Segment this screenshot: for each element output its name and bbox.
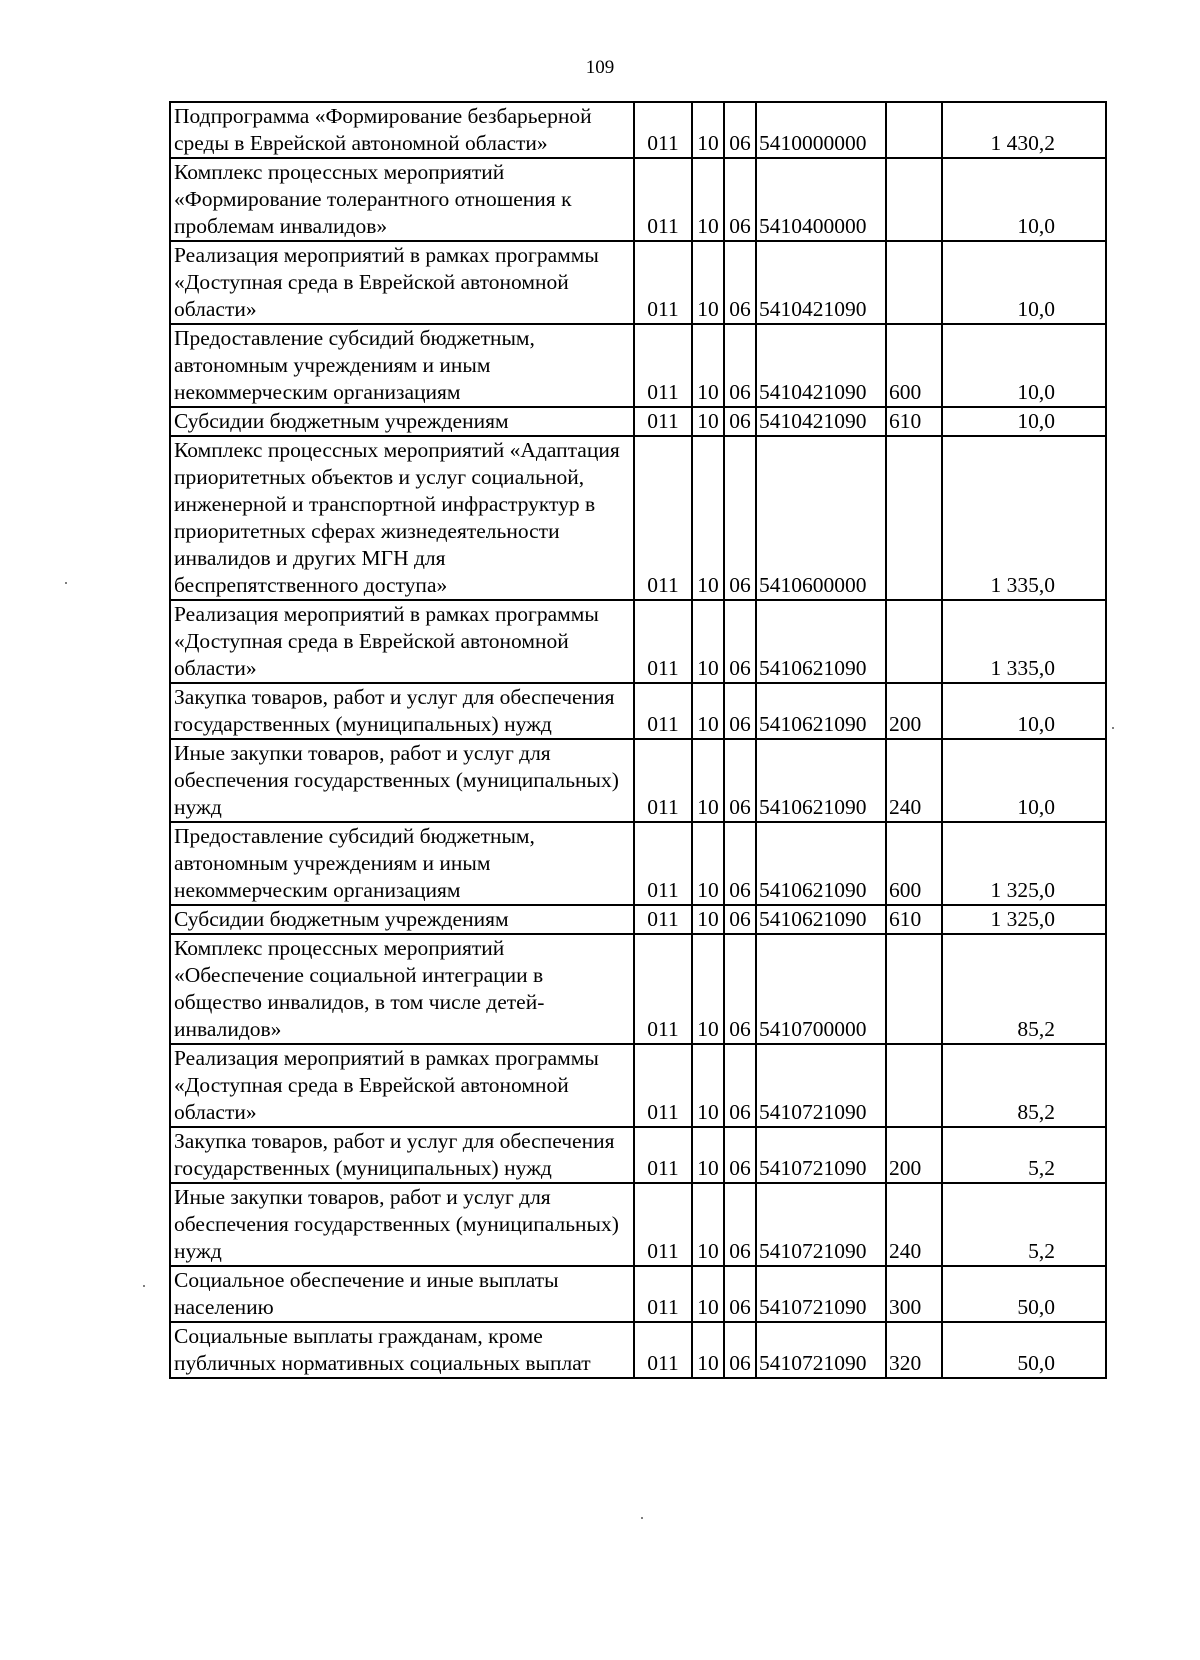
target-article-cell: 5410400000 — [756, 158, 886, 241]
ministry-code-cell: 011 — [634, 905, 692, 934]
row-name-cell: Иные закупки товаров, работ и услуг для обеспечения государственных (муниципальных) нужд — [170, 739, 634, 822]
table-row — [170, 739, 1106, 822]
target-article-cell: 5410721090 — [756, 1127, 886, 1183]
ministry-code-cell: 011 — [634, 1044, 692, 1127]
expense-type-cell — [886, 436, 942, 600]
expense-type-cell — [886, 934, 942, 1044]
row-name-cell: Закупка товаров, работ и услуг для обеспечения государственных (муниципальных) нужд — [170, 683, 634, 739]
row-name-cell: Комплекс процессных мероприятий «Адаптация приоритетных объектов и услуг социальной, инженерной и транспортной инфраструктур в приоритетных сферах жизнедеятельности инвалидов и других МГН для беспрепятственного доступа» — [170, 436, 634, 600]
section-code-cell: 10 — [692, 102, 724, 158]
expense-type-cell — [886, 600, 942, 683]
ministry-code-cell: 011 — [634, 739, 692, 822]
subsection-code-cell: 06 — [724, 934, 756, 1044]
expense-type-cell: 200 — [886, 683, 942, 739]
ministry-code-cell: 011 — [634, 1322, 692, 1378]
row-name-cell: Социальное обеспечение и иные выплаты населению — [170, 1266, 634, 1322]
budget-table — [169, 101, 1107, 1379]
section-code-cell: 10 — [692, 822, 724, 905]
section-code-cell: 10 — [692, 739, 724, 822]
amount-cell: 10,0 — [942, 158, 1106, 241]
target-article-cell: 5410421090 — [756, 241, 886, 324]
table-row — [170, 1127, 1106, 1183]
target-article-cell: 5410621090 — [756, 822, 886, 905]
target-article-cell: 5410421090 — [756, 324, 886, 407]
target-article-cell: 5410721090 — [756, 1044, 886, 1127]
row-name-cell: Подпрограмма «Формирование безбарьерной среды в Еврейской автономной области» — [170, 102, 634, 158]
amount-cell: 5,2 — [942, 1127, 1106, 1183]
table-row — [170, 822, 1106, 905]
target-article-cell: 5410621090 — [756, 683, 886, 739]
subsection-code-cell: 06 — [724, 1266, 756, 1322]
table-row — [170, 241, 1106, 324]
expense-type-cell: 600 — [886, 822, 942, 905]
amount-cell: 1 430,2 — [942, 102, 1106, 158]
subsection-code-cell: 06 — [724, 102, 756, 158]
subsection-code-cell: 06 — [724, 158, 756, 241]
ministry-code-cell: 011 — [634, 822, 692, 905]
target-article-cell: 5410621090 — [756, 905, 886, 934]
amount-cell: 50,0 — [942, 1266, 1106, 1322]
table-row — [170, 324, 1106, 407]
table-row — [170, 102, 1106, 158]
subsection-code-cell: 06 — [724, 1322, 756, 1378]
row-name-cell: Иные закупки товаров, работ и услуг для обеспечения государственных (муниципальных) нужд — [170, 1183, 634, 1266]
expense-type-cell — [886, 241, 942, 324]
table-body — [170, 102, 1106, 1378]
table-row — [170, 905, 1106, 934]
subsection-code-cell: 06 — [724, 1183, 756, 1266]
section-code-cell: 10 — [692, 934, 724, 1044]
amount-cell: 5,2 — [942, 1183, 1106, 1266]
section-code-cell: 10 — [692, 1322, 724, 1378]
subsection-code-cell: 06 — [724, 407, 756, 436]
ministry-code-cell: 011 — [634, 102, 692, 158]
ministry-code-cell: 011 — [634, 600, 692, 683]
expense-type-cell — [886, 102, 942, 158]
table-row — [170, 1266, 1106, 1322]
ministry-code-cell: 011 — [634, 436, 692, 600]
section-code-cell: 10 — [692, 407, 724, 436]
ministry-code-cell: 011 — [634, 241, 692, 324]
table-row — [170, 683, 1106, 739]
expense-type-cell: 320 — [886, 1322, 942, 1378]
section-code-cell: 10 — [692, 905, 724, 934]
table-row — [170, 436, 1106, 600]
section-code-cell: 10 — [692, 683, 724, 739]
section-code-cell: 10 — [692, 324, 724, 407]
table-row — [170, 158, 1106, 241]
expense-type-cell: 200 — [886, 1127, 942, 1183]
subsection-code-cell: 06 — [724, 1127, 756, 1183]
expense-type-cell: 610 — [886, 905, 942, 934]
ministry-code-cell: 011 — [634, 324, 692, 407]
table-row — [170, 600, 1106, 683]
row-name-cell: Предоставление субсидий бюджетным, автономным учреждениям и иным некоммерческим организациям — [170, 822, 634, 905]
target-article-cell: 5410721090 — [756, 1266, 886, 1322]
target-article-cell: 5410000000 — [756, 102, 886, 158]
section-code-cell: 10 — [692, 600, 724, 683]
section-code-cell: 10 — [692, 1183, 724, 1266]
subsection-code-cell: 06 — [724, 739, 756, 822]
ministry-code-cell: 011 — [634, 934, 692, 1044]
scan-speck — [641, 1517, 643, 1519]
amount-cell: 10,0 — [942, 739, 1106, 822]
scan-speck — [65, 582, 67, 584]
target-article-cell: 5410621090 — [756, 600, 886, 683]
table-row — [170, 407, 1106, 436]
amount-cell: 10,0 — [942, 241, 1106, 324]
amount-cell: 10,0 — [942, 324, 1106, 407]
scan-speck — [143, 1285, 145, 1287]
amount-cell: 1 335,0 — [942, 600, 1106, 683]
row-name-cell: Субсидии бюджетным учреждениям — [170, 905, 634, 934]
section-code-cell: 10 — [692, 1266, 724, 1322]
row-name-cell: Реализация мероприятий в рамках программы «Доступная среда в Еврейской автономной области» — [170, 241, 634, 324]
row-name-cell: Комплекс процессных мероприятий «Формирование толерантного отношения к проблемам инвалидов» — [170, 158, 634, 241]
section-code-cell: 10 — [692, 1127, 724, 1183]
subsection-code-cell: 06 — [724, 1044, 756, 1127]
ministry-code-cell: 011 — [634, 407, 692, 436]
subsection-code-cell: 06 — [724, 905, 756, 934]
amount-cell: 85,2 — [942, 934, 1106, 1044]
amount-cell: 85,2 — [942, 1044, 1106, 1127]
table-row — [170, 934, 1106, 1044]
section-code-cell: 10 — [692, 158, 724, 241]
target-article-cell: 5410421090 — [756, 407, 886, 436]
section-code-cell: 10 — [692, 436, 724, 600]
page-number: 109 — [585, 57, 615, 78]
row-name-cell: Реализация мероприятий в рамках программы «Доступная среда в Еврейской автономной области» — [170, 600, 634, 683]
expense-type-cell: 240 — [886, 739, 942, 822]
row-name-cell: Закупка товаров, работ и услуг для обеспечения государственных (муниципальных) нужд — [170, 1127, 634, 1183]
row-name-cell: Субсидии бюджетным учреждениям — [170, 407, 634, 436]
ministry-code-cell: 011 — [634, 1183, 692, 1266]
target-article-cell: 5410700000 — [756, 934, 886, 1044]
expense-type-cell: 600 — [886, 324, 942, 407]
expense-type-cell — [886, 1044, 942, 1127]
subsection-code-cell: 06 — [724, 324, 756, 407]
subsection-code-cell: 06 — [724, 683, 756, 739]
scan-speck — [1112, 727, 1114, 729]
amount-cell: 1 325,0 — [942, 822, 1106, 905]
row-name-cell: Комплекс процессных мероприятий «Обеспечение социальной интеграции в общество инвалидов, в том числе детей-инвалидов» — [170, 934, 634, 1044]
ministry-code-cell: 011 — [634, 1127, 692, 1183]
ministry-code-cell: 011 — [634, 158, 692, 241]
amount-cell: 50,0 — [942, 1322, 1106, 1378]
table-row — [170, 1183, 1106, 1266]
table-row — [170, 1322, 1106, 1378]
subsection-code-cell: 06 — [724, 436, 756, 600]
row-name-cell: Реализация мероприятий в рамках программы «Доступная среда в Еврейской автономной области» — [170, 1044, 634, 1127]
ministry-code-cell: 011 — [634, 683, 692, 739]
subsection-code-cell: 06 — [724, 600, 756, 683]
expense-type-cell: 610 — [886, 407, 942, 436]
ministry-code-cell: 011 — [634, 1266, 692, 1322]
amount-cell: 1 325,0 — [942, 905, 1106, 934]
section-code-cell: 10 — [692, 241, 724, 324]
subsection-code-cell: 06 — [724, 241, 756, 324]
target-article-cell: 5410721090 — [756, 1322, 886, 1378]
expense-type-cell: 240 — [886, 1183, 942, 1266]
row-name-cell: Предоставление субсидий бюджетным, автономным учреждениям и иным некоммерческим организациям — [170, 324, 634, 407]
row-name-cell: Социальные выплаты гражданам, кроме публичных нормативных социальных выплат — [170, 1322, 634, 1378]
expense-type-cell — [886, 158, 942, 241]
amount-cell: 10,0 — [942, 683, 1106, 739]
target-article-cell: 5410621090 — [756, 739, 886, 822]
amount-cell: 10,0 — [942, 407, 1106, 436]
subsection-code-cell: 06 — [724, 822, 756, 905]
table-row — [170, 1044, 1106, 1127]
expense-type-cell: 300 — [886, 1266, 942, 1322]
section-code-cell: 10 — [692, 1044, 724, 1127]
target-article-cell: 5410600000 — [756, 436, 886, 600]
amount-cell: 1 335,0 — [942, 436, 1106, 600]
target-article-cell: 5410721090 — [756, 1183, 886, 1266]
